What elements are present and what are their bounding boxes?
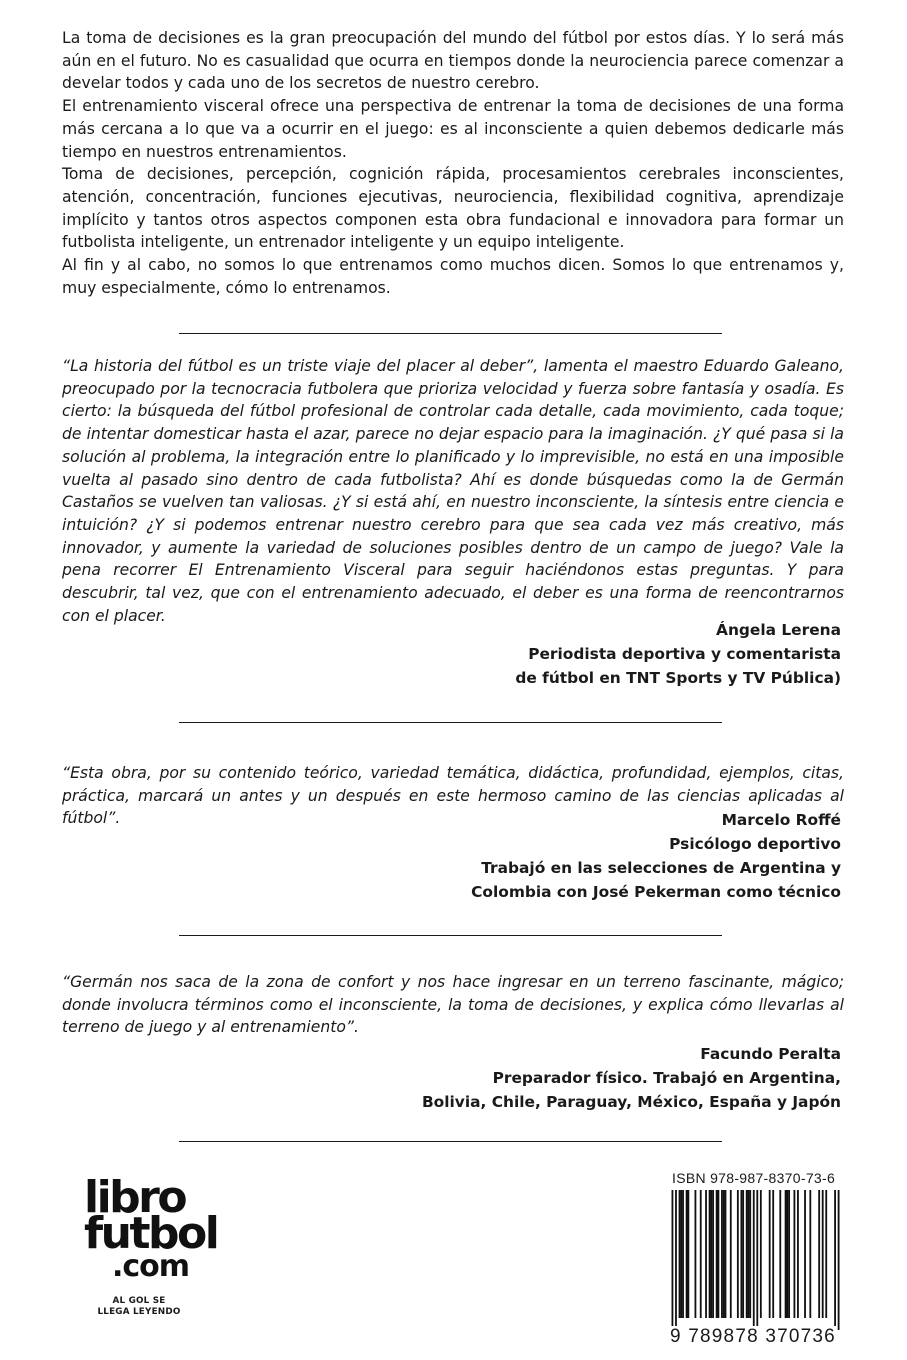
logo-word: futbol (84, 1208, 218, 1259)
barcode (668, 1190, 843, 1330)
barcode-bar (760, 1190, 762, 1318)
barcode-bar (788, 1190, 790, 1318)
isbn-label: ISBN 978-987-8370-73-6 (672, 1170, 836, 1186)
attribution-line: Colombia con José Pekerman como técnico (471, 883, 841, 901)
divider (179, 333, 722, 334)
divider (179, 935, 722, 936)
barcode-bar (709, 1190, 711, 1318)
barcode-bar (749, 1190, 751, 1318)
barcode-bar (687, 1190, 689, 1318)
testimonial-quote: “Germán nos saca de la zona de confort y nos hace ingresar en un terreno fascinante, mágico; donde involucra términos como el inconsciente, la toma de decisiones, y explica cómo llevarlas al terreno de juego y al entrenamiento”. (62, 973, 844, 1037)
barcode-digits: 9 789878 370736 (670, 1326, 836, 1347)
barcode-bar (838, 1190, 840, 1330)
barcode-bar (753, 1190, 755, 1330)
barcode-bar (717, 1190, 719, 1318)
divider (179, 1141, 722, 1142)
barcode-bar (742, 1190, 744, 1318)
testimonial-attribution (471, 808, 841, 904)
attribution-line: Psicólogo deportivo (669, 835, 841, 853)
barcode-bar (746, 1190, 748, 1318)
barcode-bar (680, 1190, 682, 1318)
attribution-line: de fútbol en TNT Sports y TV Pública) (515, 669, 841, 687)
barcode-bar (834, 1190, 836, 1330)
publisher-logo (84, 1172, 218, 1318)
barcode-bar (794, 1190, 796, 1318)
barcode-bar (730, 1190, 732, 1318)
barcode-bar (700, 1190, 702, 1318)
attribution-line: Preparador físico. Trabajó en Argentina, (492, 1069, 841, 1087)
barcode-bar (737, 1190, 739, 1318)
barcode-bar (785, 1190, 787, 1318)
logo-word: libro (84, 1172, 186, 1223)
barcode-bar (679, 1190, 681, 1318)
barcode-bar (712, 1190, 714, 1318)
barcode-bar (740, 1190, 742, 1318)
attribution-name: Marcelo Roffé (721, 811, 841, 829)
barcode-bar (772, 1190, 774, 1318)
barcode-bar (797, 1190, 799, 1318)
barcode-bar (756, 1190, 758, 1330)
attribution-line: Trabajó en las selecciones de Argentina y (481, 859, 841, 877)
barcode-bar (809, 1190, 811, 1318)
barcode-bar (822, 1190, 824, 1318)
attribution-line: Bolivia, Chile, Paraguay, México, España y Japón (421, 1093, 841, 1111)
barcode-bar (779, 1190, 781, 1318)
attribution-name: Ángela Lerena (716, 621, 841, 639)
attribution-line: Periodista deportiva y comentarista (528, 645, 841, 663)
logo-domain: .com (112, 1249, 190, 1284)
logo-tagline (84, 1296, 194, 1318)
tagline-line: LLEGA LEYENDO (97, 1307, 181, 1317)
barcode-bar (769, 1190, 771, 1318)
testimonial-quote: “La historia del fútbol es un triste viaje del placer al deber”, lamenta el maestro Eduardo Galeano, preocupado por la tecnocracia futbolera que prioriza velocidad y fuerza sobre fantasía y osadía. Es cierto: la búsqueda del fútbol profesional de controlar cada detalle, cada movimiento, cada toque; de intentar domesticar hasta el azar, parece no dejar espacio para la imaginación. ¿Y qué pasa si la solución al problema, la integración entre lo planificado y lo imprevisible, no está en una imposible vuelta al pasado sino dentro de cada futbolista? Ahí es donde búsquedas como la de Germán Castaños se vuelven tan valiosas. ¿Y si está ahí, en nuestro inconsciente, la síntesis entre ciencia e intuición? ¿Y si podemos entrenar nuestro cerebro para que sea cada vez más creativo, más innovador, y aumente la variedad de soluciones posibles dentro de un campo de juego? Vale la pena recorrer El Entrenamiento Visceral para seguir haciéndonos estas preguntas. Y para descubrir, tal vez, que con el entrenamiento adecuado, el deber es una forma de reencontrarnos con el placer. (62, 357, 844, 625)
barcode-bar (716, 1190, 718, 1318)
testimonial-attribution (515, 618, 841, 690)
barcode-bar (672, 1190, 674, 1330)
testimonial-quote: “Esta obra, por su contenido teórico, variedad temática, didáctica, profundidad, ejemplos, citas, práctica, marcará un antes y un después en este hermoso camino de las ciencias aplicadas al fútbol”. (62, 764, 844, 828)
barcode-bar (686, 1190, 688, 1318)
barcode-bar (786, 1190, 788, 1318)
barcode-bar (675, 1190, 677, 1330)
barcode-bar (725, 1190, 727, 1318)
barcode-bar (818, 1190, 820, 1318)
intro-paragraph: La toma de decisiones es la gran preocupación del mundo del fútbol por estos días. Y lo será más aún en el futuro. No es casualidad que ocurra en tiempos donde la neurociencia parece comenzar a develar todos y cada uno de los secretos de nuestro cerebro. (62, 29, 844, 93)
tagline-line: AL GOL SE (112, 1296, 166, 1306)
barcode-bar (721, 1190, 723, 1318)
barcode-bar (804, 1190, 806, 1318)
barcode-bar (723, 1190, 725, 1318)
testimonial-attribution (422, 1042, 841, 1114)
intro-text (62, 27, 844, 299)
barcode-bar (825, 1190, 827, 1318)
attribution-name: Facundo Peralta (700, 1045, 841, 1063)
divider (179, 722, 722, 723)
barcode-bar (705, 1190, 707, 1318)
barcode-bar (748, 1190, 750, 1318)
barcode-bar (695, 1190, 697, 1318)
barcode-bar (710, 1190, 712, 1318)
barcode-bar (682, 1190, 684, 1318)
intro-paragraph: Al fin y al cabo, no somos lo que entrenamos como muchos dicen. Somos lo que entrenamos y, muy especialmente, cómo lo entrenamos. (62, 256, 844, 297)
intro-paragraph: Toma de decisiones, percepción, cognición rápida, procesamientos cerebrales inconscientes, atención, concentración, funciones ejecutivas, neurociencia, flexibilidad cognitiva, aprendizaje implícito y tantos otros aspectos componen esta obra fundacional e innovadora para formar un futbolista inteligente, un entrenador inteligente y un equipo inteligente. (62, 165, 844, 252)
intro-paragraph: El entrenamiento visceral ofrece una perspectiva de entrenar la toma de decisiones de una forma más cercana a lo que va a ocurrir en el juego: es al inconsciente a quien debemos dedicarle más tiempo en nuestros entrenamientos. (62, 97, 844, 161)
